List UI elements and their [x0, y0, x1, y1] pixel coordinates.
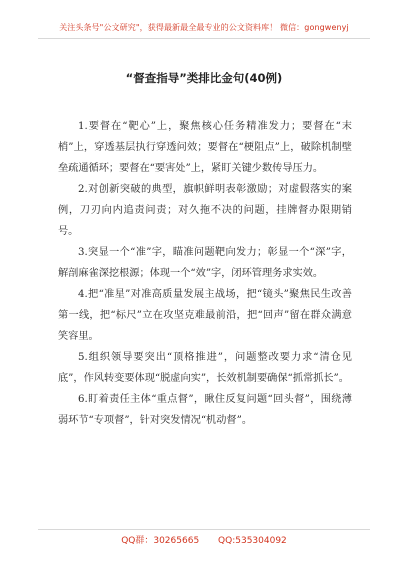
paragraph-5: 5.组织领导要突出“顶格推进”，问题整改要力求“清仓见底”，作风转变要体现“脱虚向实”，长效机制要确保“抓常抓长”。: [58, 352, 352, 384]
paragraph-4: 4.把“准星”对准高质量发展主战场，把“镜头”聚焦民生改善第一线，把“标尺”立在攻坚克难最前沿，把“回声”留在群众满意笑容里。: [58, 289, 352, 342]
header-banner: 关注头条号"公文研究"，获得最新最全最专业的公文资料库！ 微信：gongwenyj: [59, 23, 349, 32]
paragraph-2: 2.对创新突破的典型，旗帜鲜明表彰激励；对虚假落实的案例，刀刃向内追责问责；对久拖不决的问题，挂牌督办限期销号。: [58, 184, 352, 237]
paragraph-3: 3.突显一个“准”字，瞄准问题靶向发力；彰显一个“深”字，解剖麻雀深挖根源；体现一个“效”字，闭环管理务求实效。: [58, 247, 352, 279]
paragraph-1: 1.要督在“靶心”上，聚焦核心任务精准发力；要督在“末梢”上，穿透基层执行穿透问效；要督在“梗阻点”上，破除机制壁垒疏通循环；要督在“要害处”上，紧盯关键少数传导压力。: [58, 121, 352, 174]
footer-divider: [38, 529, 370, 530]
footer-qq-group: QQ群：30265665: [121, 536, 200, 546]
footer: [0, 533, 408, 546]
document-title: “督查指导”类排比金句(40例): [125, 71, 283, 85]
document-body: [58, 116, 352, 431]
paragraph-6: 6.盯着责任主体“重点督”，瞅住反复问题“回头督”，围绕薄弱环节“专项督”，针对突发情况“机动督”。: [58, 394, 352, 426]
footer-qq-number: QQ:535304092: [218, 536, 287, 546]
header-divider: [38, 38, 370, 39]
